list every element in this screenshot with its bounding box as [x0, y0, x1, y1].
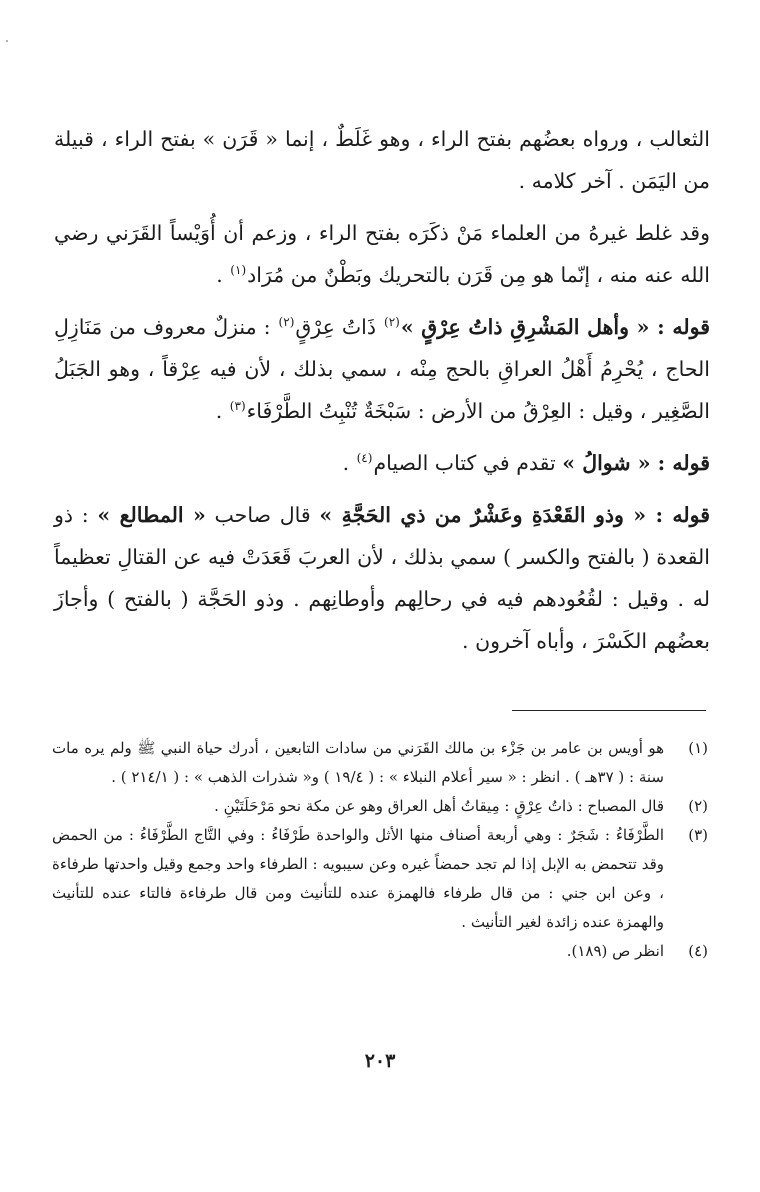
- footnote-separator: [512, 710, 706, 711]
- main-text: [54, 118, 710, 672]
- paragraph-2-tail: .: [216, 263, 230, 287]
- paragraph-5-lead: قوله :: [646, 503, 710, 527]
- footnote-marker-4: (٤): [356, 451, 373, 466]
- paragraph-5-text: قال صاحب: [205, 503, 320, 527]
- footnote-2: [52, 792, 708, 821]
- paragraph-1-text: الثعالب ، ورواه بعضُهم بفتح الراء ، وهو غَلَطٌ ، إنما « قَرَن » بفتح الراء ، قبيلة من اليَمَن . آخر كلامه .: [54, 127, 710, 193]
- paragraph-4: [54, 442, 710, 484]
- footnote-marker-2b: (٢): [278, 315, 295, 330]
- footnotes: [52, 734, 708, 966]
- paragraph-3-rest: : منزلٌ معروف من مَنَازِلِ الحاج ، يُحْرِمُ أَهْلُ العراقِ بالحج مِنْه ، سمي بذلك ، لأن فيه عِرْقاً ، وهو الجَبَلُ الصَّغِير ، وقيل : العِرْقُ من الأرض : سَبْخَةٌ تُنْبِتُ الطَّرْفَاء: [54, 315, 710, 423]
- footnote-text: قال المصباح : ذاتُ عِرْقٍ : مِيقاتُ أهل العراق وهو عن مكة نحو مَرْحَلَتَيْنِ .: [214, 797, 664, 815]
- footnote-1: [52, 734, 708, 792]
- footnote-number: (٤): [688, 942, 708, 960]
- paragraph-5-source: « المطالع »: [97, 503, 206, 527]
- footnote-marker-3: (٣): [229, 399, 246, 414]
- paragraph-1: [54, 118, 710, 202]
- footnote-4: [52, 937, 708, 966]
- paragraph-3-quote: « وأهل المَشْرِقِ ذاتُ عِرْقٍ »: [400, 315, 650, 339]
- footnote-marker-2a: (٢): [384, 315, 400, 330]
- paragraph-5: [54, 494, 710, 662]
- paragraph-3-lead: قوله :: [649, 315, 710, 339]
- page-number: ٢٠٣: [364, 1050, 396, 1072]
- paragraph-3-tail: .: [215, 399, 229, 423]
- paragraph-2-text: وقد غلط غيرهُ من العلماء مَنْ ذكَرَه بفتح الراء ، وزعم أن أُوَيْساً القَرَني رضي الله عنه منه ، إنّما هو مِن قَرَن بالتحريك وبَطْنٌ من مُرَاد: [54, 221, 710, 287]
- paragraph-5-rest: : ذو القعدة ( بالفتح والكسر ) سمي بذلك ، لأن العربَ قَعَدَتْ فيه عن القتالِ تعظيماً له . وقيل : لقُعُودهم فيه في رحالِهم وأوطانِهم . وذو الحَجَّة ( بالفتح ) وأجازَ بعضُهم الكَسْرَ ، وأباه آخرون .: [54, 503, 710, 653]
- footnote-text: الطَّرْفَاءُ : شَجَرٌ : وهي أربعة أصناف منها الأثل والواحدة طَرْفَاءُ : وفي التَّاج الطَّرْفَاءُ : من الحمض وقد تتحمض به الإبل إذا لم تجد حمضاً غيره وعن سيبويه : الطرفاء واحد وجمع وقيل واحدتها طرفاءة ، وعن ابن جني : من قال طرفاء فالهمزة عنده للتأنيث ومن قال طرفاءة فالتاء عنده للتأنيث والهمزة عنده زائدة لغير التأنيث .: [52, 826, 664, 931]
- footnote-3: [52, 821, 708, 937]
- footnote-marker-1: (١): [230, 263, 247, 278]
- edge-speck: [6, 40, 8, 42]
- footnote-text: انظر ص (١٨٩).: [566, 942, 664, 960]
- footnote-text: هو أويس بن عامر بن جَزْء بن مالك القَرَني من سادات التابعين ، أدرك حياة النبي ﷺ ولم يره مات سنة : ( ٣٧هـ ) . انظر : « سير أعلام النبلاء » : ( ١٩/٤ ) و« شذرات الذهب » : ( ٢١٤/١ ) .: [52, 739, 664, 786]
- paragraph-3-text: ذَاتُ عِرْقٍ: [295, 315, 383, 339]
- paragraph-5-quote: « وذو القَعْدَةِ وعَشْرٌ من ذي الحَجَّةِ »: [319, 503, 647, 527]
- paragraph-4-tail: .: [342, 451, 356, 475]
- footnote-number: (١): [688, 739, 708, 757]
- paragraph-3: [54, 306, 710, 432]
- footnote-number: (٣): [688, 826, 708, 844]
- footnote-number: (٢): [688, 797, 708, 815]
- paragraph-4-lead: قوله :: [650, 451, 710, 475]
- paragraph-4-text: تقدم في كتاب الصيام: [373, 451, 563, 475]
- paragraph-2: [54, 212, 710, 296]
- paragraph-4-quote: « شوالُ »: [562, 451, 651, 475]
